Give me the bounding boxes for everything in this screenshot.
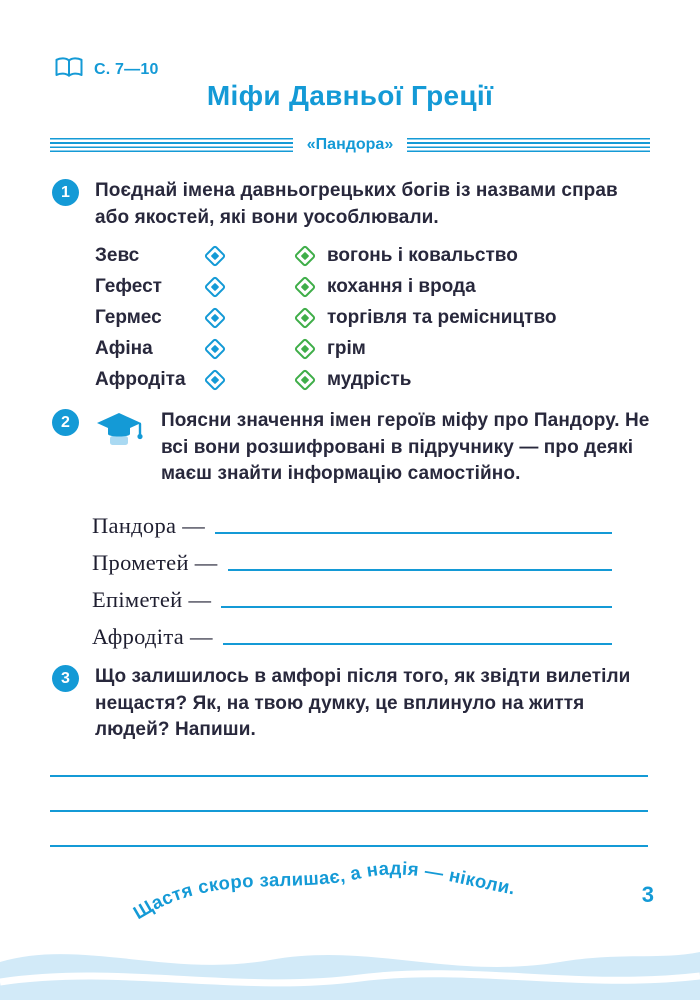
write-in-line[interactable]: [223, 643, 612, 645]
stripe-divider-left: [50, 138, 293, 152]
hero-name: Прометей —: [92, 550, 218, 575]
connector-diamond-icon[interactable]: [294, 337, 317, 360]
connector-diamond-icon[interactable]: [204, 337, 227, 360]
answer-line[interactable]: [50, 777, 648, 812]
god-domain: торгівля та ремісництво: [327, 306, 557, 328]
definition-row: [92, 579, 612, 616]
god-domain: грім: [327, 337, 366, 359]
hero-name: Пандора —: [92, 513, 206, 538]
god-domain: мудрість: [327, 368, 412, 390]
stripe-divider-right: [407, 138, 650, 152]
connector-diamond-icon[interactable]: [294, 306, 317, 329]
definition-row: [92, 542, 612, 579]
subtitle-band: [50, 136, 650, 154]
answer-line[interactable]: [50, 742, 648, 777]
connector-diamond-icon[interactable]: [204, 275, 227, 298]
god-name: Зевс: [95, 244, 140, 266]
god-domain: вогонь і ковальство: [327, 244, 518, 266]
god-name: Гефест: [95, 275, 162, 297]
connector-diamond-icon[interactable]: [294, 275, 317, 298]
matching-exercise: [95, 240, 556, 395]
god-name: Афіна: [95, 337, 153, 359]
task-3: [52, 664, 666, 744]
svg-text:Щастя скоро залишає, а надія —: [129, 857, 517, 923]
connector-diamond-icon[interactable]: [204, 244, 227, 267]
graduation-cap-icon: [95, 408, 145, 488]
write-in-line[interactable]: [221, 606, 612, 608]
write-in-line[interactable]: [215, 532, 612, 534]
write-in-line[interactable]: [228, 569, 612, 571]
definition-row: [92, 505, 612, 542]
task-2-number-badge: 2: [52, 409, 79, 436]
hero-name: Епіметей —: [92, 587, 212, 612]
god-domain: кохання і врода: [327, 275, 476, 297]
footer-quote: Щастя скоро залишає, а надія — ніколи.: [129, 857, 518, 924]
page-title: Міфи Давньої Греції: [206, 80, 494, 111]
connector-diamond-icon[interactable]: [294, 368, 317, 391]
connector-diamond-icon[interactable]: [204, 306, 227, 329]
god-name: Гермес: [95, 306, 162, 328]
definition-row: [92, 616, 612, 653]
hero-name: Афродіта —: [92, 624, 213, 649]
page-number: 3: [641, 882, 654, 907]
connector-diamond-icon[interactable]: [294, 244, 317, 267]
connector-diamond-icon[interactable]: [204, 368, 227, 391]
story-subtitle: «Пандора»: [306, 136, 394, 153]
bottom-wave-decoration: [0, 928, 700, 1000]
task-1-prompt: Поєднай імена давньогрецьких богів із назвами справ або якостей, які вони уособлювали.: [95, 180, 618, 228]
answer-lines: [50, 742, 648, 847]
task-2: [52, 408, 672, 488]
task-2-prompt: Поясни значення імен героїв міфу про Пандору. Не всі вони розшифровані в підручнику — про деякі маєш знайти інформацію самостійно.: [161, 410, 650, 484]
page-reference: С. 7—10: [94, 61, 159, 78]
task-1: [52, 178, 652, 231]
task-3-prompt: Що залишилось в амфорі після того, як звідти вилетіли нещастя? Як, на твою думку, це вплинуло на життя людей? Напиши.: [95, 666, 631, 740]
task-3-number-badge: 3: [52, 665, 79, 692]
god-name: Афродіта: [95, 368, 186, 390]
task-1-number-badge: 1: [52, 179, 79, 206]
definition-entries: [92, 505, 612, 653]
